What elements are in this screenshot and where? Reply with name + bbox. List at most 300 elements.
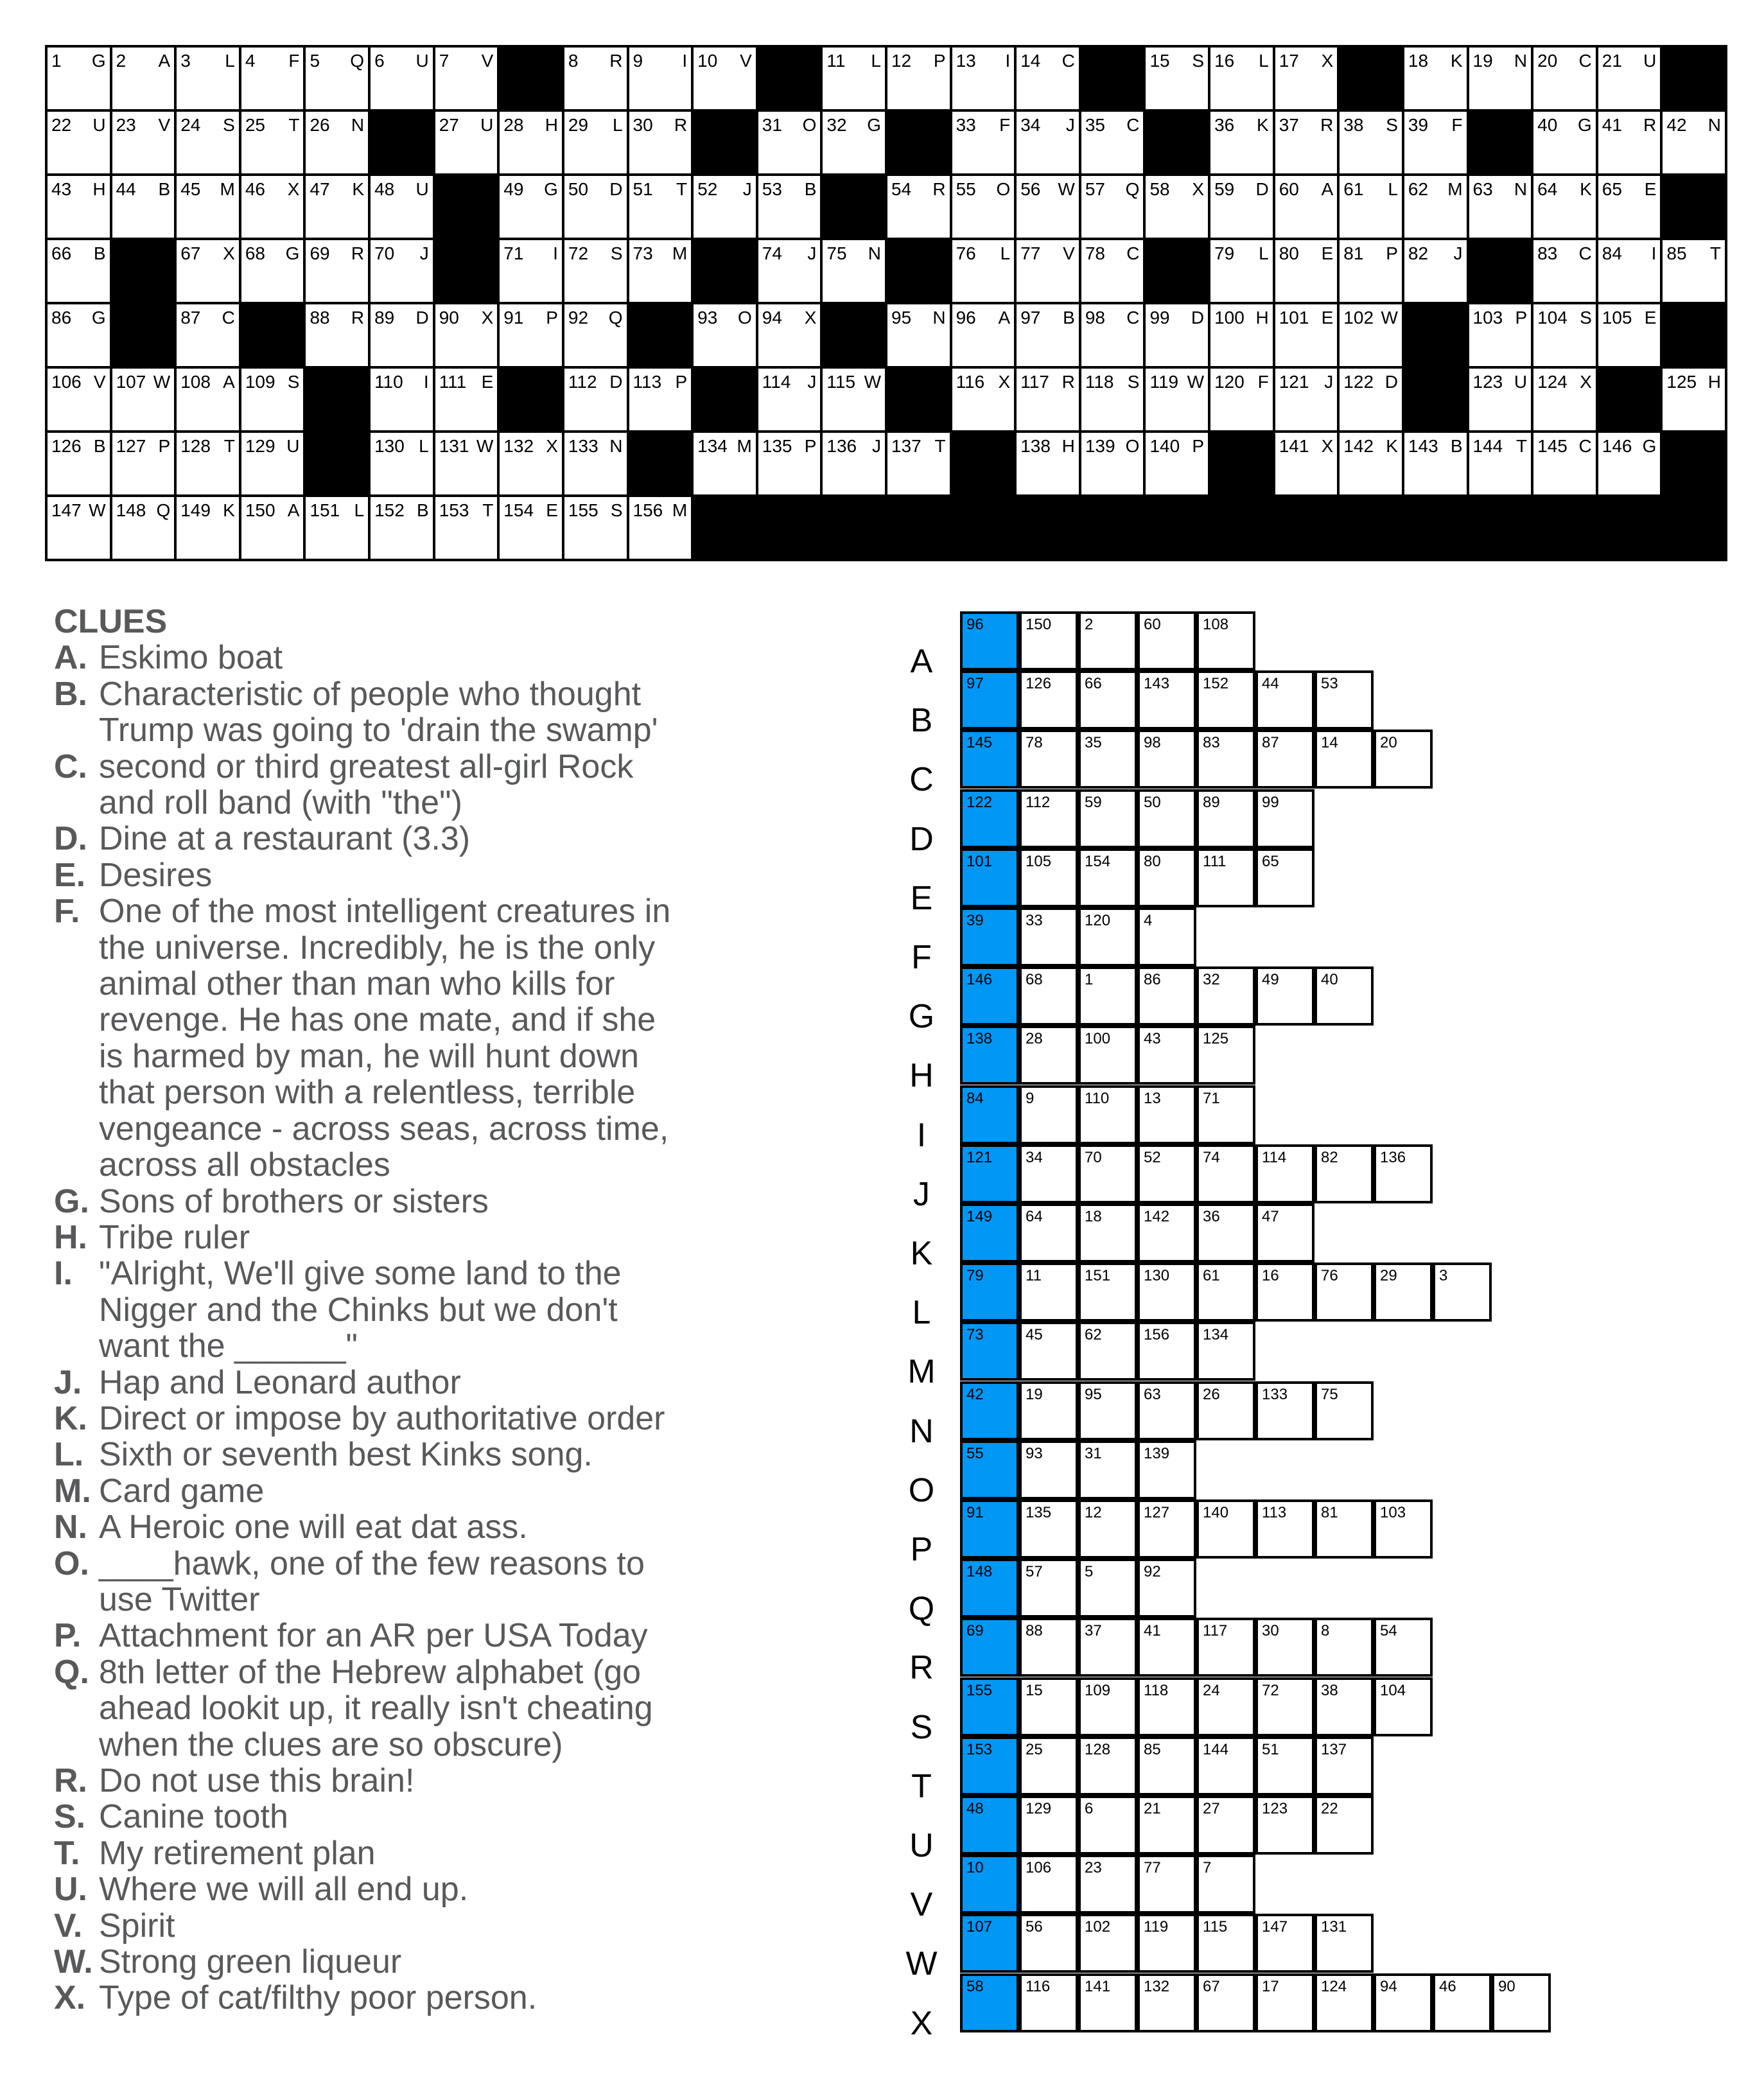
grid-cell[interactable] (1146, 304, 1208, 366)
grid-cell[interactable] (112, 112, 175, 173)
grid-cell[interactable] (241, 433, 304, 494)
answer-box[interactable] (1019, 1618, 1078, 1677)
grid-cell[interactable] (1404, 433, 1467, 494)
grid-cell[interactable] (1081, 304, 1144, 366)
answer-box[interactable] (1137, 1796, 1196, 1855)
answer-box[interactable] (1019, 1499, 1078, 1559)
grid-cell[interactable] (887, 304, 950, 366)
grid-cell[interactable] (500, 304, 562, 366)
grid-cell[interactable] (823, 433, 885, 494)
grid-cell[interactable] (758, 433, 821, 494)
grid-cell[interactable] (1340, 240, 1402, 302)
answer-first-box[interactable] (960, 1085, 1019, 1144)
answer-box[interactable] (1019, 1855, 1078, 1914)
answer-box[interactable] (1019, 966, 1078, 1026)
answer-box[interactable] (1137, 1144, 1196, 1203)
grid-cell[interactable] (823, 369, 885, 430)
answer-box[interactable] (1255, 1499, 1314, 1559)
grid-cell[interactable] (371, 304, 433, 366)
grid-cell[interactable] (1146, 176, 1208, 238)
grid-cell[interactable] (500, 176, 562, 238)
grid-cell[interactable] (112, 48, 175, 109)
grid-cell[interactable] (1598, 176, 1661, 238)
grid-cell[interactable] (1275, 112, 1338, 173)
answer-box[interactable] (1019, 1973, 1078, 2032)
grid-cell[interactable] (500, 240, 562, 302)
grid-cell[interactable] (823, 112, 885, 173)
answer-box[interactable] (1314, 1796, 1374, 1855)
grid-cell[interactable] (48, 176, 110, 238)
answer-box[interactable] (1078, 789, 1137, 848)
grid-cell[interactable] (177, 369, 239, 430)
grid-cell[interactable] (629, 497, 692, 559)
grid-cell[interactable] (371, 48, 433, 109)
answer-first-box[interactable] (960, 1499, 1019, 1559)
answer-box[interactable] (1433, 1263, 1492, 1322)
grid-cell[interactable] (1404, 112, 1467, 173)
answer-first-box[interactable] (960, 1144, 1019, 1203)
answer-box[interactable] (1078, 1973, 1137, 2032)
answer-box[interactable] (1255, 1796, 1314, 1855)
grid-cell[interactable] (1663, 369, 1725, 430)
grid-cell[interactable] (1469, 304, 1532, 366)
answer-box[interactable] (1019, 1203, 1078, 1263)
answer-box[interactable] (1314, 1973, 1374, 2032)
answer-box[interactable] (1314, 1677, 1374, 1736)
grid-cell[interactable] (177, 433, 239, 494)
grid-cell[interactable] (887, 176, 950, 238)
grid-cell[interactable] (1081, 176, 1144, 238)
answer-first-box[interactable] (960, 1973, 1019, 2032)
answer-box[interactable] (1078, 1736, 1137, 1796)
grid-cell[interactable] (1210, 240, 1273, 302)
answer-first-box[interactable] (960, 1203, 1019, 1263)
answer-box[interactable] (1196, 1026, 1255, 1085)
grid-cell[interactable] (564, 176, 627, 238)
grid-cell[interactable] (1598, 240, 1661, 302)
grid-cell[interactable] (1210, 48, 1273, 109)
answer-box[interactable] (1137, 1914, 1196, 1973)
grid-cell[interactable] (241, 240, 304, 302)
grid-cell[interactable] (1210, 112, 1273, 173)
answer-first-box[interactable] (960, 1914, 1019, 1973)
grid-cell[interactable] (1210, 176, 1273, 238)
answer-box[interactable] (1078, 1381, 1137, 1440)
grid-cell[interactable] (1663, 112, 1725, 173)
answer-box[interactable] (1019, 1559, 1078, 1618)
grid-cell[interactable] (564, 304, 627, 366)
grid-cell[interactable] (177, 112, 239, 173)
grid-cell[interactable] (241, 48, 304, 109)
answer-first-box[interactable] (960, 1440, 1019, 1499)
answer-box[interactable] (1374, 730, 1433, 789)
answer-box[interactable] (1078, 730, 1137, 789)
grid-cell[interactable] (1469, 176, 1532, 238)
grid-cell[interactable] (1081, 112, 1144, 173)
grid-cell[interactable] (564, 433, 627, 494)
answer-box[interactable] (1255, 1677, 1314, 1736)
answer-box[interactable] (1137, 789, 1196, 848)
grid-cell[interactable] (1275, 48, 1338, 109)
answer-box[interactable] (1078, 1026, 1137, 1085)
answer-box[interactable] (1196, 1499, 1255, 1559)
answer-box[interactable] (1255, 1618, 1314, 1677)
grid-cell[interactable] (1340, 112, 1402, 173)
answer-box[interactable] (1137, 1736, 1196, 1796)
grid-cell[interactable] (306, 497, 368, 559)
answer-box[interactable] (1196, 611, 1255, 670)
answer-box[interactable] (1314, 1736, 1374, 1796)
grid-cell[interactable] (1081, 369, 1144, 430)
grid-cell[interactable] (112, 433, 175, 494)
grid-cell[interactable] (241, 497, 304, 559)
grid-cell[interactable] (629, 176, 692, 238)
grid-cell[interactable] (1663, 240, 1725, 302)
grid-cell[interactable] (1017, 112, 1079, 173)
grid-cell[interactable] (306, 112, 368, 173)
answer-box[interactable] (1196, 789, 1255, 848)
answer-box[interactable] (1374, 1144, 1433, 1203)
answer-first-box[interactable] (960, 1559, 1019, 1618)
answer-first-box[interactable] (960, 1263, 1019, 1322)
grid-cell[interactable] (564, 48, 627, 109)
grid-cell[interactable] (952, 240, 1015, 302)
answer-box[interactable] (1019, 1440, 1078, 1499)
grid-cell[interactable] (371, 176, 433, 238)
answer-box[interactable] (1019, 611, 1078, 670)
answer-first-box[interactable] (960, 1855, 1019, 1914)
grid-cell[interactable] (435, 48, 498, 109)
answer-first-box[interactable] (960, 907, 1019, 966)
grid-cell[interactable] (952, 112, 1015, 173)
answer-box[interactable] (1196, 848, 1255, 907)
grid-cell[interactable] (241, 112, 304, 173)
answer-box[interactable] (1019, 1026, 1078, 1085)
grid-cell[interactable] (564, 497, 627, 559)
answer-box[interactable] (1078, 1559, 1137, 1618)
answer-box[interactable] (1374, 1499, 1433, 1559)
answer-box[interactable] (1137, 1085, 1196, 1144)
answer-box[interactable] (1255, 848, 1314, 907)
grid-cell[interactable] (694, 304, 756, 366)
grid-cell[interactable] (48, 112, 110, 173)
grid-cell[interactable] (1598, 48, 1661, 109)
grid-cell[interactable] (112, 497, 175, 559)
grid-cell[interactable] (1404, 240, 1467, 302)
answer-box[interactable] (1137, 1322, 1196, 1381)
answer-first-box[interactable] (960, 1381, 1019, 1440)
grid-cell[interactable] (1340, 369, 1402, 430)
answer-box[interactable] (1137, 1855, 1196, 1914)
grid-cell[interactable] (177, 176, 239, 238)
grid-cell[interactable] (1275, 369, 1338, 430)
grid-cell[interactable] (1275, 433, 1338, 494)
answer-box[interactable] (1255, 670, 1314, 730)
answer-box[interactable] (1137, 1203, 1196, 1263)
grid-cell[interactable] (564, 369, 627, 430)
answer-box[interactable] (1374, 1263, 1433, 1322)
grid-cell[interactable] (1017, 176, 1079, 238)
grid-cell[interactable] (1598, 433, 1661, 494)
grid-cell[interactable] (629, 369, 692, 430)
answer-box[interactable] (1019, 730, 1078, 789)
answer-box[interactable] (1078, 1677, 1137, 1736)
answer-box[interactable] (1137, 1618, 1196, 1677)
answer-box[interactable] (1078, 1144, 1137, 1203)
answer-box[interactable] (1019, 1381, 1078, 1440)
grid-cell[interactable] (1081, 240, 1144, 302)
answer-box[interactable] (1196, 1203, 1255, 1263)
answer-box[interactable] (1137, 966, 1196, 1026)
grid-cell[interactable] (371, 497, 433, 559)
grid-cell[interactable] (1017, 433, 1079, 494)
answer-box[interactable] (1255, 789, 1314, 848)
answer-box[interactable] (1314, 1381, 1374, 1440)
grid-cell[interactable] (500, 497, 562, 559)
answer-box[interactable] (1078, 848, 1137, 907)
answer-box[interactable] (1078, 1203, 1137, 1263)
answer-box[interactable] (1255, 1203, 1314, 1263)
grid-cell[interactable] (952, 304, 1015, 366)
grid-cell[interactable] (371, 240, 433, 302)
grid-cell[interactable] (758, 369, 821, 430)
grid-cell[interactable] (306, 48, 368, 109)
grid-cell[interactable] (306, 176, 368, 238)
answer-box[interactable] (1314, 1618, 1374, 1677)
grid-cell[interactable] (1533, 240, 1596, 302)
answer-first-box[interactable] (960, 1677, 1019, 1736)
answer-first-box[interactable] (960, 1026, 1019, 1085)
answer-box[interactable] (1137, 1026, 1196, 1085)
grid-cell[interactable] (1340, 433, 1402, 494)
grid-cell[interactable] (177, 240, 239, 302)
grid-cell[interactable] (694, 176, 756, 238)
answer-box[interactable] (1078, 1440, 1137, 1499)
answer-box[interactable] (1137, 907, 1196, 966)
grid-cell[interactable] (629, 240, 692, 302)
answer-first-box[interactable] (960, 670, 1019, 730)
answer-box[interactable] (1137, 1973, 1196, 2032)
answer-box[interactable] (1255, 1736, 1314, 1796)
grid-cell[interactable] (694, 48, 756, 109)
answer-box[interactable] (1314, 1144, 1374, 1203)
answer-box[interactable] (1196, 1914, 1255, 1973)
grid-cell[interactable] (1275, 240, 1338, 302)
answer-box[interactable] (1078, 611, 1137, 670)
answer-box[interactable] (1078, 1322, 1137, 1381)
grid-cell[interactable] (306, 304, 368, 366)
grid-cell[interactable] (887, 48, 950, 109)
grid-cell[interactable] (435, 433, 498, 494)
answer-box[interactable] (1078, 670, 1137, 730)
answer-box[interactable] (1137, 670, 1196, 730)
answer-box[interactable] (1078, 1855, 1137, 1914)
grid-cell[interactable] (758, 304, 821, 366)
grid-cell[interactable] (48, 304, 110, 366)
answer-box[interactable] (1255, 1144, 1314, 1203)
answer-first-box[interactable] (960, 848, 1019, 907)
answer-box[interactable] (1196, 1855, 1255, 1914)
answer-first-box[interactable] (960, 789, 1019, 848)
answer-box[interactable] (1019, 1322, 1078, 1381)
answer-box[interactable] (1078, 1263, 1137, 1322)
grid-cell[interactable] (1146, 433, 1208, 494)
grid-cell[interactable] (952, 176, 1015, 238)
grid-cell[interactable] (1469, 48, 1532, 109)
grid-cell[interactable] (1469, 433, 1532, 494)
grid-cell[interactable] (1275, 176, 1338, 238)
grid-cell[interactable] (48, 369, 110, 430)
answer-box[interactable] (1314, 730, 1374, 789)
grid-cell[interactable] (1017, 48, 1079, 109)
answer-box[interactable] (1019, 848, 1078, 907)
grid-cell[interactable] (1340, 176, 1402, 238)
answer-box[interactable] (1196, 1322, 1255, 1381)
answer-box[interactable] (1196, 1796, 1255, 1855)
grid-cell[interactable] (1017, 304, 1079, 366)
grid-cell[interactable] (112, 176, 175, 238)
grid-cell[interactable] (1275, 304, 1338, 366)
grid-cell[interactable] (1533, 48, 1596, 109)
answer-first-box[interactable] (960, 1618, 1019, 1677)
answer-box[interactable] (1196, 670, 1255, 730)
grid-cell[interactable] (1210, 369, 1273, 430)
grid-cell[interactable] (1404, 48, 1467, 109)
grid-cell[interactable] (1210, 304, 1273, 366)
answer-box[interactable] (1374, 1973, 1433, 2032)
grid-cell[interactable] (48, 240, 110, 302)
answer-box[interactable] (1078, 1499, 1137, 1559)
answer-first-box[interactable] (960, 1796, 1019, 1855)
grid-cell[interactable] (694, 433, 756, 494)
answer-box[interactable] (1019, 1085, 1078, 1144)
grid-cell[interactable] (1533, 112, 1596, 173)
answer-box[interactable] (1078, 907, 1137, 966)
answer-box[interactable] (1196, 1263, 1255, 1322)
grid-cell[interactable] (1533, 369, 1596, 430)
answer-box[interactable] (1255, 1914, 1314, 1973)
answer-box[interactable] (1314, 670, 1374, 730)
answer-box[interactable] (1137, 611, 1196, 670)
grid-cell[interactable] (48, 497, 110, 559)
grid-cell[interactable] (758, 176, 821, 238)
grid-cell[interactable] (758, 240, 821, 302)
grid-cell[interactable] (823, 48, 885, 109)
grid-cell[interactable] (887, 433, 950, 494)
grid-cell[interactable] (177, 497, 239, 559)
answer-box[interactable] (1255, 1973, 1314, 2032)
grid-cell[interactable] (241, 369, 304, 430)
grid-cell[interactable] (435, 497, 498, 559)
answer-box[interactable] (1255, 1263, 1314, 1322)
answer-box[interactable] (1019, 1263, 1078, 1322)
grid-cell[interactable] (177, 48, 239, 109)
grid-cell[interactable] (823, 240, 885, 302)
answer-box[interactable] (1196, 730, 1255, 789)
answer-box[interactable] (1137, 848, 1196, 907)
grid-cell[interactable] (1017, 240, 1079, 302)
grid-cell[interactable] (371, 433, 433, 494)
answer-box[interactable] (1374, 1677, 1433, 1736)
answer-first-box[interactable] (960, 1322, 1019, 1381)
answer-box[interactable] (1196, 1973, 1255, 2032)
answer-box[interactable] (1137, 1440, 1196, 1499)
answer-first-box[interactable] (960, 730, 1019, 789)
answer-box[interactable] (1255, 1381, 1314, 1440)
answer-box[interactable] (1019, 1677, 1078, 1736)
grid-cell[interactable] (1598, 112, 1661, 173)
grid-cell[interactable] (758, 112, 821, 173)
answer-box[interactable] (1196, 1677, 1255, 1736)
answer-box[interactable] (1433, 1973, 1492, 2032)
grid-cell[interactable] (1146, 369, 1208, 430)
answer-box[interactable] (1019, 789, 1078, 848)
grid-cell[interactable] (1598, 304, 1661, 366)
answer-box[interactable] (1137, 1499, 1196, 1559)
answer-box[interactable] (1019, 1144, 1078, 1203)
grid-cell[interactable] (371, 369, 433, 430)
grid-cell[interactable] (500, 433, 562, 494)
answer-box[interactable] (1374, 1618, 1433, 1677)
grid-cell[interactable] (48, 433, 110, 494)
grid-cell[interactable] (1340, 304, 1402, 366)
answer-box[interactable] (1196, 966, 1255, 1026)
grid-cell[interactable] (306, 240, 368, 302)
answer-box[interactable] (1196, 1085, 1255, 1144)
answer-box[interactable] (1196, 1144, 1255, 1203)
grid-cell[interactable] (241, 176, 304, 238)
answer-box[interactable] (1314, 1914, 1374, 1973)
answer-box[interactable] (1078, 1914, 1137, 1973)
answer-box[interactable] (1137, 1559, 1196, 1618)
answer-box[interactable] (1492, 1973, 1551, 2032)
grid-cell[interactable] (629, 48, 692, 109)
grid-cell[interactable] (435, 304, 498, 366)
grid-cell[interactable] (48, 48, 110, 109)
answer-box[interactable] (1314, 1499, 1374, 1559)
answer-first-box[interactable] (960, 966, 1019, 1026)
answer-box[interactable] (1019, 670, 1078, 730)
grid-cell[interactable] (1469, 369, 1532, 430)
grid-cell[interactable] (500, 112, 562, 173)
grid-cell[interactable] (564, 240, 627, 302)
answer-box[interactable] (1196, 1381, 1255, 1440)
grid-cell[interactable] (1081, 433, 1144, 494)
grid-cell[interactable] (1533, 304, 1596, 366)
grid-cell[interactable] (435, 369, 498, 430)
answer-first-box[interactable] (960, 611, 1019, 670)
grid-cell[interactable] (1533, 176, 1596, 238)
answer-box[interactable] (1019, 1736, 1078, 1796)
grid-cell[interactable] (1404, 176, 1467, 238)
answer-box[interactable] (1314, 966, 1374, 1026)
answer-box[interactable] (1196, 1736, 1255, 1796)
grid-cell[interactable] (564, 112, 627, 173)
answer-box[interactable] (1196, 1618, 1255, 1677)
answer-box[interactable] (1019, 1796, 1078, 1855)
answer-box[interactable] (1314, 1263, 1374, 1322)
answer-box[interactable] (1137, 1677, 1196, 1736)
answer-box[interactable] (1019, 907, 1078, 966)
answer-box[interactable] (1137, 1381, 1196, 1440)
answer-box[interactable] (1078, 1618, 1137, 1677)
grid-cell[interactable] (177, 304, 239, 366)
answer-box[interactable] (1078, 966, 1137, 1026)
answer-box[interactable] (1019, 1914, 1078, 1973)
answer-box[interactable] (1078, 1085, 1137, 1144)
grid-cell[interactable] (435, 112, 498, 173)
grid-cell[interactable] (1146, 48, 1208, 109)
